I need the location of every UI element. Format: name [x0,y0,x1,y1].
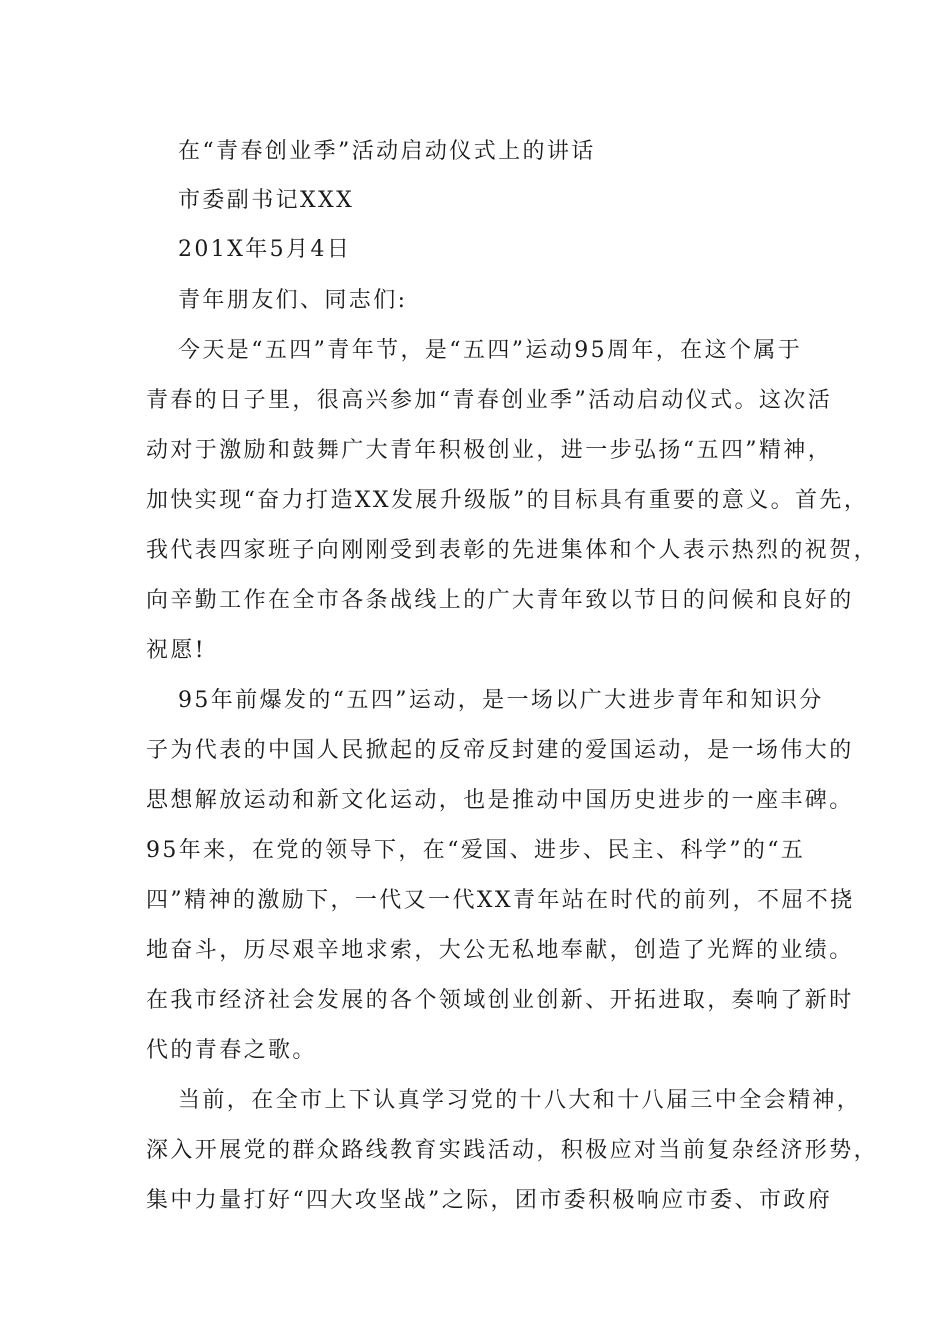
paragraph-3-line: 深入开展党的群众路线教育实践活动，积极应对当前复杂经济形势， [146,1138,879,1163]
paragraph-1-line: 加快实现“奋力打造XX发展升级版”的目标具有重要的意义。首先， [146,488,869,513]
paragraph-3-line: 当前，在全市上下认真学习党的十八大和十八届三中全会精神， [178,1088,862,1113]
paragraph-1-line: 动对于激励和鼓舞广大青年积极创业，进一步弘扬“五四”精神， [146,438,833,463]
document-title: 在“青春创业季”活动启动仪式上的讲话 [178,139,596,164]
date-line: 201X年5月4日 [178,237,352,262]
salutation: 青年朋友们、同志们: [178,288,408,313]
speaker-line: 市委副书记XXX [178,188,355,213]
paragraph-2-line: 思想解放运动和新文化运动，也是推动中国历史进步的一座丰碑。 [146,788,854,813]
paragraph-1-line: 今天是“五四”青年节，是“五四”运动95周年，在这个属于 [178,338,803,363]
paragraph-2-line: 在我市经济社会发展的各个领域创业创新、开拓进取，奏响了新时 [146,988,854,1013]
paragraph-2-line: 子为代表的中国人民掀起的反帝反封建的爱国运动，是一场伟大的 [146,738,854,763]
paragraph-2-line: 95年来，在党的领导下，在“爱国、进步、民主、科学”的“五 [146,838,806,863]
paragraph-2-line: 95年前爆发的“五四”运动，是一场以广大进步青年和知识分 [178,688,824,713]
paragraph-2-line: 地奋斗，历尽艰辛地求索，大公无私地奉献，创造了光辉的业绩。 [146,938,854,963]
paragraph-1-line: 祝愿! [146,638,207,663]
paragraph-3-line: 集中力量打好“四大攻坚战”之际，团市委积极响应市委、市政府 [146,1188,833,1213]
paragraph-1-line: 青春的日子里，很高兴参加“青春创业季”活动启动仪式。这次活 [146,388,833,413]
paragraph-2-line: 代的青春之歌。 [146,1038,317,1063]
paragraph-1-line: 向辛勤工作在全市各条战线上的广大青年致以节日的问候和良好的 [146,588,854,613]
paragraph-1-line: 我代表四家班子向刚刚受到表彰的先进集体和个人表示热烈的祝贺， [146,538,879,563]
paragraph-2-line: 四”精神的激励下，一代又一代XX青年站在时代的前列，不屈不挠 [146,888,855,913]
